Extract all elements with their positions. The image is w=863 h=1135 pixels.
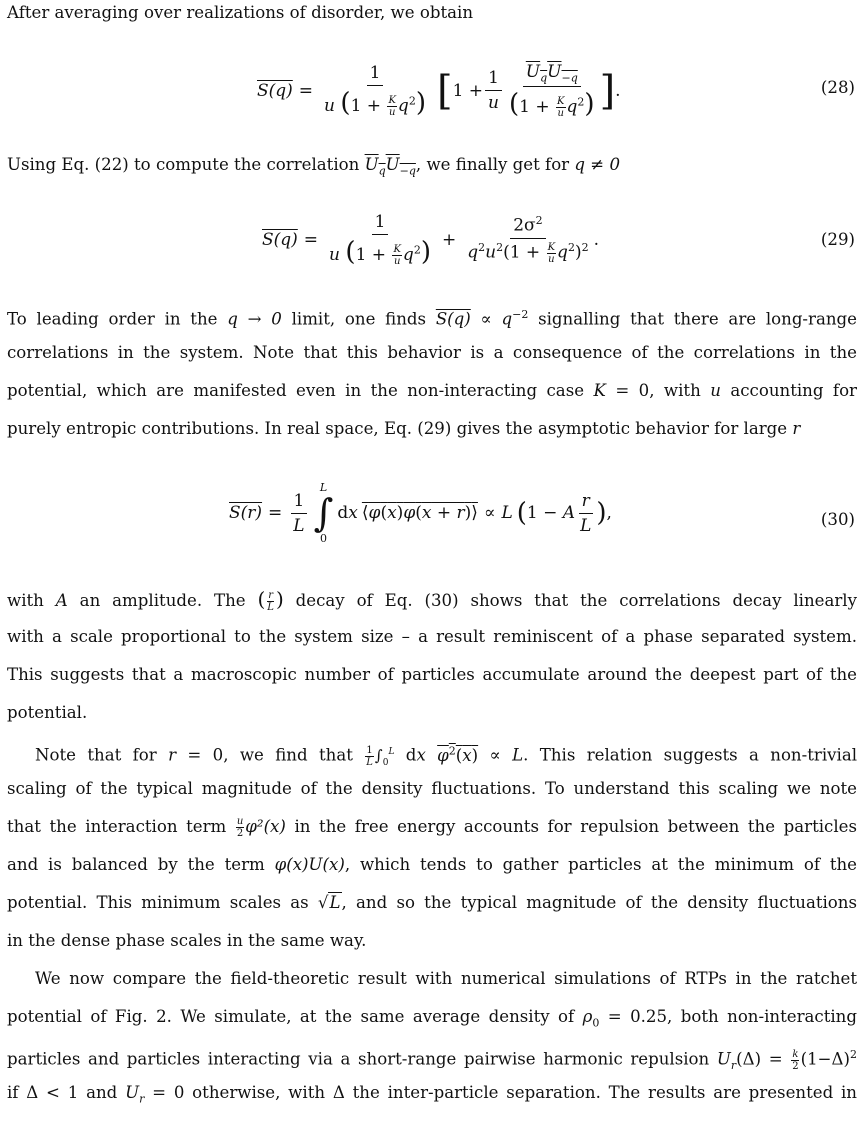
paragraph-correlation: Using Eq. (22) to compute the correlation $U_qU_{-q}$, we finally get for q ≠ 0 (7, 155, 621, 178)
equation-number-29: (29) (820, 230, 855, 249)
paragraph-intro: After averaging over realizations of disorder, we obtain (7, 3, 474, 22)
equation-28: S(q) = 1 u (1 + $\frac{K}{u}$ $q^2$) [ 1 + $\frac{1}{u}$ $U_qU_{-q}$ (1 + $\frac{K}{u}$ $q^2$) ] . (28) (257, 62, 855, 120)
paragraph-simulations: We now compare the field-theoretic result with numerical simulations of RTPs in the ratchet potential of Fig. 2. We simulate, at the same average density of $\rho_0 = 0.25$, both non-interacting particles and particles interacting via a short-range pairwise harmonic repulsion $U_r(\Delta)$ = $\frac{k}{2}$ $(1-\Delta)^2$ if Δ < 1 and $U_r = 0$ otherwise, with Δ the inter-particle separation. The results are presented in (7, 969, 858, 1106)
paragraph-scaling: Note that for r = 0, we find that $\frac{1}{L}$ $\int_0^L$ dx $\varphi^2(x) \propto L$. This relation suggests a non-trivial scaling of the typical magnitude of the density fluctuations. To understand this scaling we note that the interaction term $\frac{u}{2}$ φ²(x) in the free energy accounts for repulsion between the particles and is balanced by the term φ(x)U(x), which tends to gather particles at the minimum of the potential. This minimum scales as √L, and so the typical magnitude of the density fluctuations in the dense phase scales in the same way. (7, 744, 858, 950)
equation-29: S(q) = 1 u (1 + $\frac{K}{u}$ $q^2$) + $2\sigma^2$ $q^2u^2(1$ + $\frac{K}{u}$ $q^2)^2$ . (29) (262, 212, 855, 267)
paragraph-leading-order: To leading order in the q → 0 limit, one finds $S(q) \propto q^{-2}$ signalling that there are long-range correlations in the system. Note that this behavior is a consequence of the correlations in the potential, which are manifested even in the non-interacting case K = 0, with u accounting for purely entropic contributions. In real space, Eq. (29) gives the asymptotic behavior for large r (7, 308, 857, 438)
equation-number-28: (28) (820, 78, 855, 97)
equation-number-30: (30) (820, 510, 855, 529)
paragraph-amplitude: with A an amplitude. The ( $\frac{r}{L}$ ) decay of Eq. (30) shows that the correlations decay linearly with a scale proportional to the system size – a result reminiscent of a phase separated system. This suggests that a macroscopic number of particles accumulate around the deepest part of the potential. (7, 587, 857, 722)
equation-30: S(r) = $\frac{1}{L}$ L ∫ 0 dx ⟨φ(x)φ(x + r)⟩ ∝ L ( 1 − A $\frac{r}{L}$ ) , (30) (229, 481, 855, 545)
